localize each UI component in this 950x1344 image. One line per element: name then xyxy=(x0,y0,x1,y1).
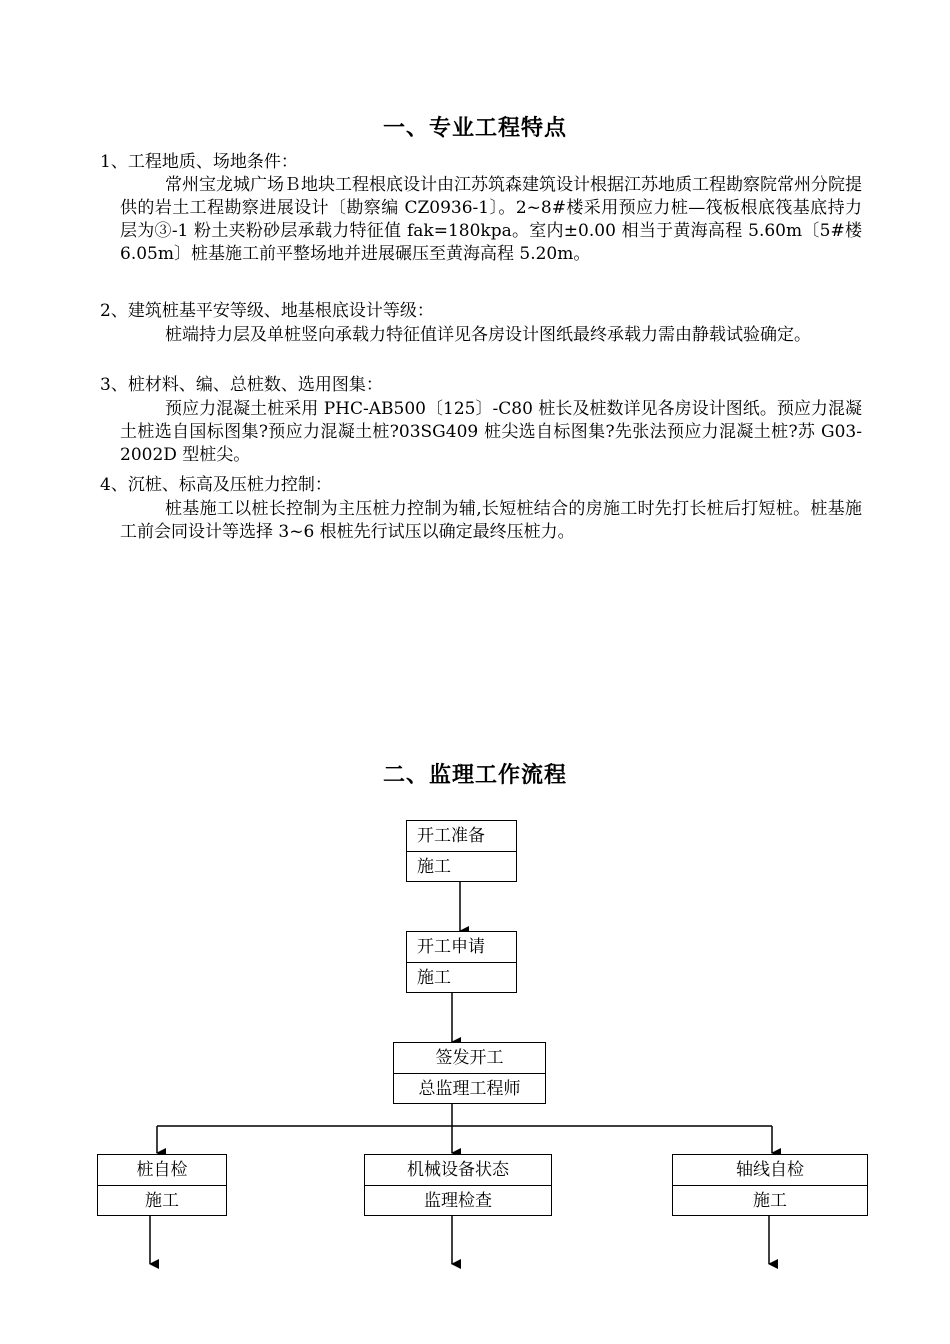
flow-step-axis-check: 轴线自检 xyxy=(736,1160,804,1180)
flow-box-start xyxy=(406,820,517,882)
item2-heading: 2、建筑桩基平安等级、地基根底设计等级： xyxy=(100,301,434,321)
flow-actor-pile-check: 施工 xyxy=(98,1185,226,1216)
flow-box-apply xyxy=(406,931,517,993)
flow-box-equipment xyxy=(364,1154,552,1216)
flow-actor-equipment: 监理检查 xyxy=(365,1185,551,1216)
item4-text: 桩基施工以桩长控制为主压桩力控制为辅,长短桩结合的房施工时先打长桩后打短桩。桩基施工前会同设计等选择 3~6 根桩先行试压以确定最终压桩力。 xyxy=(120,499,862,542)
flow-actor-apply: 施工 xyxy=(407,962,516,993)
flow-step-issue: 签发开工 xyxy=(435,1048,504,1068)
section2-title: 二、监理工作流程 xyxy=(382,763,567,788)
item4-heading: 4、沉桩、标高及压桩力控制： xyxy=(100,475,332,495)
item2-text: 桩端持力层及单桩竖向承载力特征值详见各房设计图纸最终承载力需由静载试验确定。 xyxy=(165,325,811,345)
flow-box-axis-check xyxy=(672,1154,868,1216)
flow-step-start: 开工准备 xyxy=(417,826,485,846)
flow-box-pile-check xyxy=(97,1154,227,1216)
flow-actor-start: 施工 xyxy=(407,851,516,882)
flow-box-issue xyxy=(393,1042,546,1104)
flow-actor-issue: 总监理工程师 xyxy=(394,1073,545,1104)
section1-title: 一、专业工程特点 xyxy=(382,116,567,141)
item1-text: 常州宝龙城广场Ｂ地块工程根底设计由江苏筑森建筑设计根据江苏地质工程勘察院常州分院提供的岩土工程勘察进展设计〔勘察编 CZ0936-1〕。2~8#楼采用预应力桩—筏板根底筏基底持力层为③-1 粉土夹粉砂层承载力特征值 fak=180kpa。室内±0.00 相当于黄海高程 5.60m〔5#楼 6.05m〕桩基施工前平整场地并进展碾压至黄海高程 5.20m。 xyxy=(120,175,862,264)
flow-step-apply: 开工申请 xyxy=(417,937,485,957)
flow-step-equipment: 机械设备状态 xyxy=(407,1160,509,1180)
flow-step-pile-check: 桩自检 xyxy=(136,1160,188,1180)
flow-actor-axis-check: 施工 xyxy=(673,1185,867,1216)
item3-heading: 3、桩材料、编、总桩数、选用图集： xyxy=(100,375,383,395)
item3-text: 预应力混凝土桩采用 PHC-AB500〔125〕-C80 桩长及桩数详见各房设计图纸。预应力混凝土桩选自国标图集?预应力混凝土桩?03SG409 桩尖选自标图集?先张法预应力混凝土桩?苏 G03-2002D 型桩尖。 xyxy=(120,399,862,465)
item1-heading: 1、工程地质、场地条件： xyxy=(100,152,298,172)
